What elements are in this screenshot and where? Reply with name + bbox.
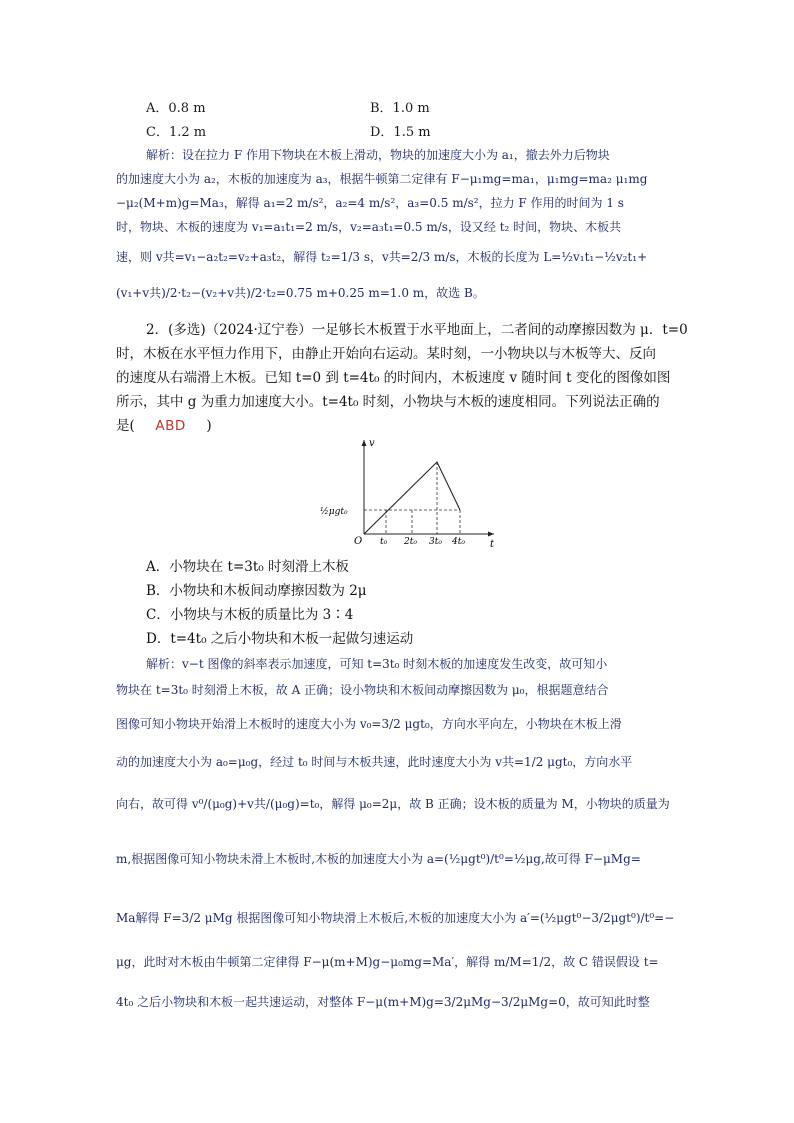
solution2-line: 向右，故可得 v⁰/(μ₀g)+v共/(μ₀g)=t₀，解得 μ₀=2μ，故 B 正确；设木板的质量为 M，小物块的质量为 <box>116 797 670 811</box>
question2-line: 时，木板在水平恒力作用下，由静止开始向右运动。某时刻，一小物块以与木板等大、反向 <box>116 346 656 362</box>
velocity-time-graph <box>320 436 500 548</box>
y-value-label: ½μgt₀ <box>320 507 348 517</box>
origin-label: O <box>354 536 363 547</box>
solution2-line: 图像可知小物块开始滑上木板时的速度大小为 v₀=3/2 μgt₀，方向水平向左，小物块在木板上滑 <box>116 717 622 731</box>
solution1-line: 的加速度大小为 a₂，木板的加速度为 a₃，根据牛顿第二定律有 F−μ₁mg=ma₁，μ₁mg=ma₂ μ₁mg <box>116 172 648 186</box>
solution1-line: (v₁+v共)/2·t₂−(v₂+v共)/2·t₂=0.75 m+0.25 m=1.0 m，故选 B。 <box>116 286 485 300</box>
solution2-line: m,根据图像可知小物块未滑上木板时,木板的加速度大小为 a=(½μgt⁰)/t⁰=½μg,故可得 F−μMg= <box>116 852 641 866</box>
answer-close: ) <box>206 418 212 434</box>
question2-line: 2．(多选)（2024·辽宁卷）一足够长木板置于水平地面上，二者间的动摩擦因数为 μ．t=0 <box>146 322 688 338</box>
t-axis-arrow <box>488 532 494 537</box>
solution1-line: 速，则 v共=v₁−a₂t₂=v₂+a₃t₂，解得 t₂=1/3 s，v共=2/3 m/s，木板的长度为 L=½v₁t₁−½v₂t₁+ <box>116 250 648 264</box>
solution2-line: 解析：v−t 图像的斜率表示加速度，可知 t=3t₀ 时刻木板的加速度发生改变，故可知小 <box>146 657 608 671</box>
option2-d: D．t=4t₀ 之后小物块和木板一起做匀速运动 <box>146 631 414 647</box>
option-b: B．1.0 m <box>370 101 430 116</box>
solution2-line: 4t₀ 之后小物块和木板一起共速运动，对整体 F−μ(m+M)g=3/2μMg−3/2μMg=0，故可知此时整 <box>116 995 650 1009</box>
solution1-line: 解析：设在拉力 F 作用下物块在木板上滑动，物块的加速度大小为 a₁，撤去外力后物块 <box>146 148 610 162</box>
answer-open: 是( <box>116 418 135 434</box>
tick-4t0: 4t₀ <box>452 537 465 547</box>
velocity-line <box>364 462 460 534</box>
tick-3t0: 3t₀ <box>429 537 442 547</box>
answer-line <box>116 414 212 434</box>
solution2-line: Ma解得 F=3/2 μMg 根据图像可知小物块滑上木板后,木板的加速度大小为 a′=(½μgt⁰−3/2μgt⁰)/t⁰=− <box>116 911 675 925</box>
solution1-line: 时，物块、木板的速度为 v₁=a₁t₁=2 m/s，v₂=a₃t₁=0.5 m/s，设又经 t₂ 时间，物块、木板共 <box>116 220 622 234</box>
solution2-line: 物块在 t=3t₀ 时刻滑上木板，故 A 正确；设小物块和木板间动摩擦因数为 μ₀，根据题意结合 <box>116 683 609 697</box>
question2-line: 所示，其中 g 为重力加速度大小。t=4t₀ 时刻，小物块与木板的速度相同。下列说法正确的 <box>116 394 660 410</box>
tick-2t0: 2t₀ <box>404 537 417 547</box>
option2-b: B．小物块和木板间动摩擦因数为 2μ <box>146 583 367 599</box>
option-d: D．1.5 m <box>370 125 431 140</box>
option-a: A．0.8 m <box>146 101 206 116</box>
option-c: C．1.2 m <box>146 125 207 140</box>
tick-t0: t₀ <box>380 537 388 547</box>
v-axis-label: v <box>369 438 375 449</box>
option2-c: C．小物块与木板的质量比为 3∶4 <box>146 607 354 623</box>
answer-text: ABD <box>155 418 186 434</box>
option2-a: A．小物块在 t=3t₀ 时刻滑上木板 <box>146 559 349 575</box>
solution2-line: μg，此时对木板由牛顿第二定律得 F−μ(m+M)g−μ₀mg=Ma′，解得 m/M=1/2，故 C 错误假设 t= <box>116 955 659 969</box>
t-axis-label: t <box>490 539 495 548</box>
solution1-line: −μ₂(M+m)g=Ma₃，解得 a₁=2 m/s²，a₂=4 m/s²，a₃=0.5 m/s²，拉力 F 作用的时间为 1 s <box>116 196 624 210</box>
question2-line: 的速度从右端滑上木板。已知 t=0 到 t=4t₀ 的时间内，木板速度 v 随时间 t 变化的图像如图 <box>116 370 671 386</box>
v-axis-arrow <box>362 440 367 446</box>
solution2-line: 动的加速度大小为 a₀=μ₀g，经过 t₀ 时间与木板共速，此时速度大小为 v共=1/2 μgt₀，方向水平 <box>116 755 633 769</box>
